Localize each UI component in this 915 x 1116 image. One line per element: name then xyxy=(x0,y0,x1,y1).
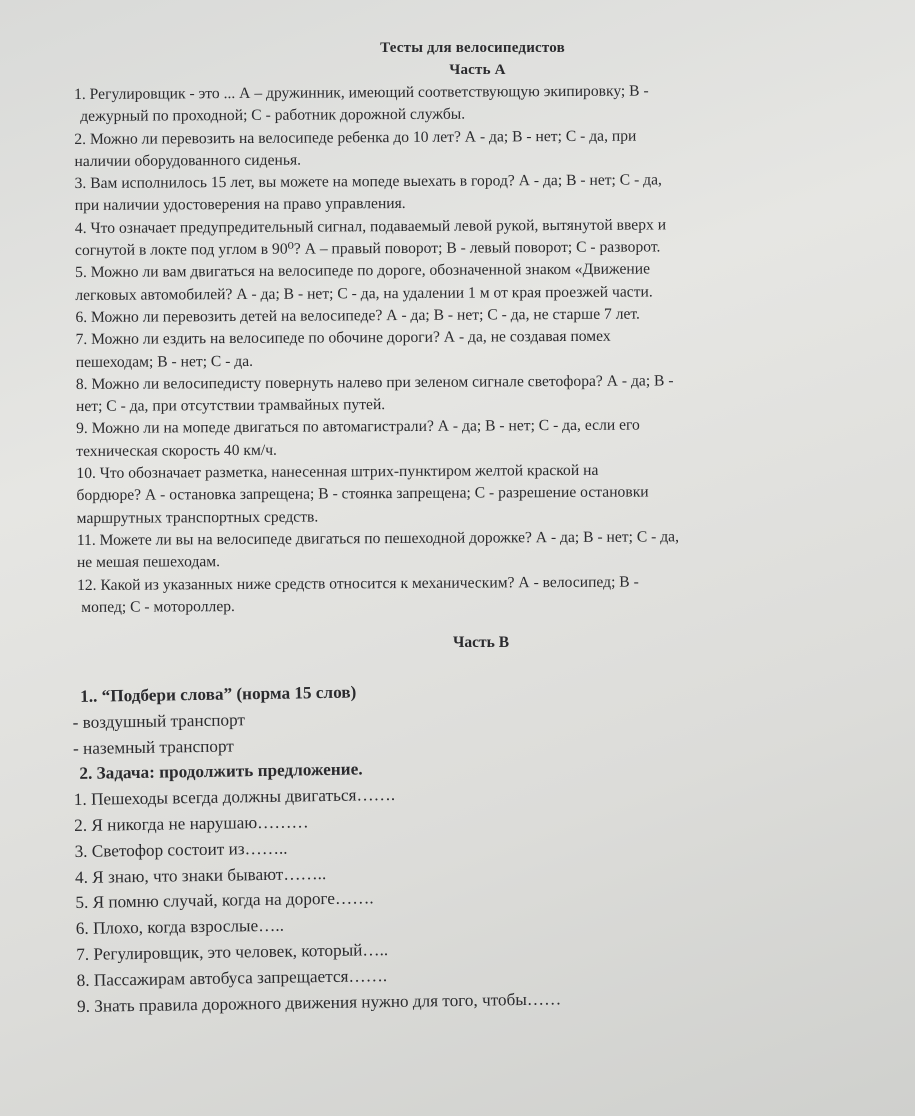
task2-item: 9. Знать правила дорожного движения нужно для того, чтобы…… xyxy=(76,988,562,1016)
document-title: Тесты для велосипедистов xyxy=(380,40,565,56)
task2-item: 5. Я помню случай, когда на дороге……. xyxy=(75,888,374,913)
task2-item: 8. Пассажирам автобуса запрещается……. xyxy=(76,965,388,990)
part-a-line: 9. Можно ли на мопеде двигаться по автомагистрали? А - да; В - нет; С - да, если его xyxy=(76,417,640,438)
task1-item: - воздушный транспорт xyxy=(72,710,246,732)
part-a-line: 3. Вам исполнилось 15 лет, вы можете на мопеде выехать в город? А - да; В - нет; С - да, xyxy=(74,171,662,193)
part-a-line: 8. Можно ли велосипедисту повернуть налево при зеленом сигнале светофора? А - да; В - xyxy=(75,372,674,393)
part-a-line: дежурный по проходной; С - работник дорожной службы. xyxy=(80,105,466,126)
part-a-line: 2. Можно ли перевозить на велосипеде ребенка до 10 лет? А - да; В - нет; С - да, при xyxy=(74,127,637,148)
part-a-line: при наличии удостоверения на право управления. xyxy=(74,195,406,215)
task1-title: 1.. “Подбери слова” (норма 15 слов) xyxy=(80,682,357,706)
part-a-line: 1. Регулировщик - это ... А – дружинник, имеющий соответствующую экипировку; В - xyxy=(74,82,649,103)
part-a-line: легковых автомобилей? А - да; В - нет; С - да, на удалении 1 м от края проезжей части. xyxy=(75,283,653,304)
part-a-line: наличии оборудованного сиденья. xyxy=(74,151,302,170)
task2-item: 2. Я никогда не нарушаю……… xyxy=(74,812,309,835)
part-a-line: 7. Можно ли ездить на велосипеде по обочине дороги? А - да, не создавая помех xyxy=(75,327,611,349)
part-b-tasks xyxy=(72,673,797,1020)
part-a-line: 10. Что обозначает разметка, нанесенная штрих-пунктиром желтой краской на xyxy=(76,461,599,483)
task2-item: 1. Пешеходы всегда должны двигаться……. xyxy=(73,785,396,810)
part-a-heading: Часть А xyxy=(449,62,506,78)
part-b-heading: Часть В xyxy=(453,634,510,651)
task2-item: 7. Регулировщик, это человек, который….. xyxy=(76,940,389,964)
part-a-line: не мешая пешеходам. xyxy=(76,553,221,572)
task1-item: - наземный транспорт xyxy=(72,736,234,758)
part-a-line: маршрутных транспортных средств. xyxy=(76,508,319,527)
part-a-line: 4. Что означает предупредительный сигнал, подаваемый левой рукой, вытянутой вверх и xyxy=(74,216,667,237)
part-a-questions xyxy=(74,79,877,619)
part-a-line: бордюре? А - остановка запрещена; В - стоянка запрещена; С - разрешение остановки xyxy=(76,483,649,505)
part-a-line: техническая скорость 40 км/ч. xyxy=(76,441,277,460)
part-a-line: 5. Можно ли вам двигаться на велосипеде по дороге, обозначенной знаком «Движение xyxy=(75,260,651,282)
task2-item: 3. Светофор состоит из…….. xyxy=(74,838,288,861)
task2-item: 4. Я знаю, что знаки бывают…….. xyxy=(74,863,327,887)
task2-title: 2. Задача: продолжить предложение. xyxy=(79,759,363,784)
part-a-line: 12. Какой из указанных ниже средств относится к механическим? А - велосипед; В - xyxy=(77,573,639,594)
part-a-line: пешеходам; В - нет; С - да. xyxy=(75,352,254,371)
part-a-line: согнутой в локте под углом в 90⁰? А – правый поворот; В - левый поворот; С - разворот. xyxy=(74,238,661,260)
part-a-line: 11. Можете ли вы на велосипеде двигаться по пешеходной дорожке? А - да; В - нет; С - да, xyxy=(76,528,680,549)
part-a-line: мопед; С - мотороллер. xyxy=(81,597,235,616)
task2-item: 6. Плохо, когда взрослые….. xyxy=(75,915,285,939)
part-a-line: нет; С - да, при отсутствии трамвайных путей. xyxy=(75,396,386,416)
part-a-line: 6. Можно ли перевозить детей на велосипеде? А - да; В - нет; С - да, не старше 7 лет. xyxy=(75,305,640,326)
